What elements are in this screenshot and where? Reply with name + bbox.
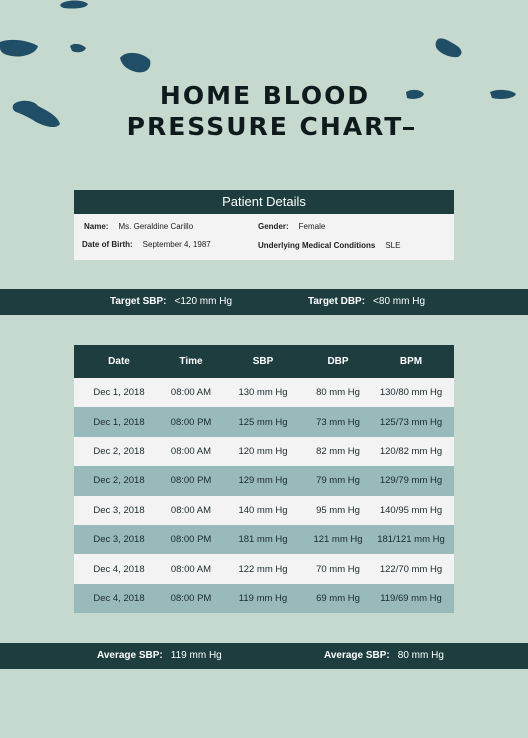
- table-row: [74, 466, 454, 495]
- target-dbp-label: Target DBP:: [308, 296, 366, 307]
- cell-time: 08:00 PM: [170, 592, 212, 604]
- cell-time: 08:00 PM: [170, 416, 212, 428]
- patient-details-heading: Patient Details: [74, 190, 454, 214]
- cell-dbp: 80 mm Hg: [316, 387, 360, 399]
- cell-bpm: 181/121 mm Hg: [377, 534, 445, 546]
- cell-dbp: 69 mm Hg: [316, 592, 360, 604]
- cell-date: Dec 3, 2018: [93, 534, 145, 546]
- target-sbp: [110, 289, 232, 315]
- header-bpm: BPM: [399, 356, 423, 367]
- conditions-label: Underlying Medical Conditions: [258, 241, 376, 250]
- patient-dob: September 4, 1987: [142, 240, 211, 249]
- cell-sbp: 120 mm Hg: [238, 445, 288, 457]
- cell-dbp: 121 mm Hg: [313, 534, 363, 546]
- patient-gender-row: [258, 222, 325, 231]
- cell-date: Dec 4, 2018: [93, 592, 145, 604]
- cell-time: 08:00 AM: [170, 387, 212, 399]
- average-sbp-label: Average SBP:: [97, 650, 163, 661]
- cell-date: Dec 4, 2018: [93, 563, 145, 575]
- cell-sbp: 125 mm Hg: [238, 416, 288, 428]
- patient-name: Ms. Geraldine Carillo: [118, 222, 194, 231]
- table-header: [74, 345, 454, 378]
- blob-shape: [60, 0, 88, 8]
- average-band: [0, 643, 528, 669]
- cell-sbp: 129 mm Hg: [238, 475, 288, 487]
- cell-date: Dec 2, 2018: [93, 475, 145, 487]
- cell-dbp: 79 mm Hg: [316, 475, 360, 487]
- table-row: [74, 407, 454, 436]
- cell-dbp: 95 mm Hg: [316, 504, 360, 516]
- blob-shape: [70, 44, 86, 52]
- cell-time: 08:00 AM: [170, 445, 212, 457]
- cell-time: 08:00 PM: [170, 534, 212, 546]
- cell-bpm: 125/73 mm Hg: [379, 416, 443, 428]
- cell-dbp: 82 mm Hg: [316, 445, 360, 457]
- average-dbp: [324, 643, 444, 669]
- table-row: [74, 584, 454, 613]
- title-dash: [403, 127, 414, 130]
- table-row: [74, 437, 454, 466]
- cell-sbp: 140 mm Hg: [238, 504, 288, 516]
- cell-date: Dec 1, 2018: [93, 416, 145, 428]
- cell-bpm: 140/95 mm Hg: [379, 504, 443, 516]
- header-time: Time: [179, 356, 203, 367]
- header-dbp: DBP: [327, 356, 349, 367]
- table-row: [74, 525, 454, 554]
- page-title: HOME BLOOD PRESSURE CHART: [126, 81, 404, 141]
- gender-label: Gender:: [258, 222, 289, 231]
- table-row: [74, 496, 454, 525]
- header-sbp: SBP: [252, 356, 274, 367]
- name-label: Name:: [84, 222, 109, 231]
- cell-time: 08:00 PM: [170, 475, 212, 487]
- patient-details-card: [74, 190, 454, 260]
- average-dbp-value: 80 mm Hg: [397, 650, 444, 661]
- blob-shape: [120, 53, 150, 72]
- cell-time: 08:00 AM: [170, 504, 212, 516]
- patient-conditions: SLE: [385, 241, 401, 250]
- table-row: [74, 554, 454, 583]
- average-sbp: [97, 643, 222, 669]
- target-dbp: [308, 289, 425, 315]
- blob-shape: [436, 38, 462, 57]
- cell-sbp: 122 mm Hg: [238, 563, 288, 575]
- cell-bpm: 122/70 mm Hg: [379, 563, 443, 575]
- patient-gender: Female: [298, 222, 326, 231]
- blob-shape: [13, 101, 60, 127]
- cell-date: Dec 3, 2018: [93, 504, 145, 516]
- patient-name-row: [84, 222, 193, 231]
- blob-shape: [0, 40, 38, 57]
- target-band: [0, 289, 528, 315]
- average-dbp-label: Average SBP:: [324, 650, 390, 661]
- cell-sbp: 119 mm Hg: [238, 592, 288, 604]
- header-date: Date: [108, 356, 130, 367]
- cell-bpm: 119/69 mm Hg: [380, 592, 442, 604]
- table-row: [74, 378, 454, 407]
- table-body: [74, 378, 454, 613]
- cell-date: Dec 2, 2018: [93, 445, 145, 457]
- patient-conditions-row: [258, 241, 400, 250]
- patient-dob-row: [82, 240, 211, 249]
- cell-bpm: 130/80 mm Hg: [379, 387, 443, 399]
- bp-readings-table: [74, 345, 454, 613]
- average-sbp-value: 119 mm Hg: [170, 650, 222, 661]
- cell-sbp: 181 mm Hg: [238, 534, 288, 546]
- cell-dbp: 73 mm Hg: [316, 416, 360, 428]
- target-dbp-value: <80 mm Hg: [373, 296, 426, 307]
- cell-bpm: 129/79 mm Hg: [379, 475, 443, 487]
- cell-sbp: 130 mm Hg: [238, 387, 288, 399]
- cell-dbp: 70 mm Hg: [316, 563, 360, 575]
- dob-label: Date of Birth:: [82, 240, 133, 249]
- cell-time: 08:00 AM: [170, 563, 212, 575]
- cell-date: Dec 1, 2018: [93, 387, 145, 399]
- target-sbp-value: <120 mm Hg: [174, 296, 233, 307]
- blob-shape: [490, 90, 516, 99]
- target-sbp-label: Target SBP:: [110, 296, 167, 307]
- cell-bpm: 120/82 mm Hg: [379, 445, 443, 457]
